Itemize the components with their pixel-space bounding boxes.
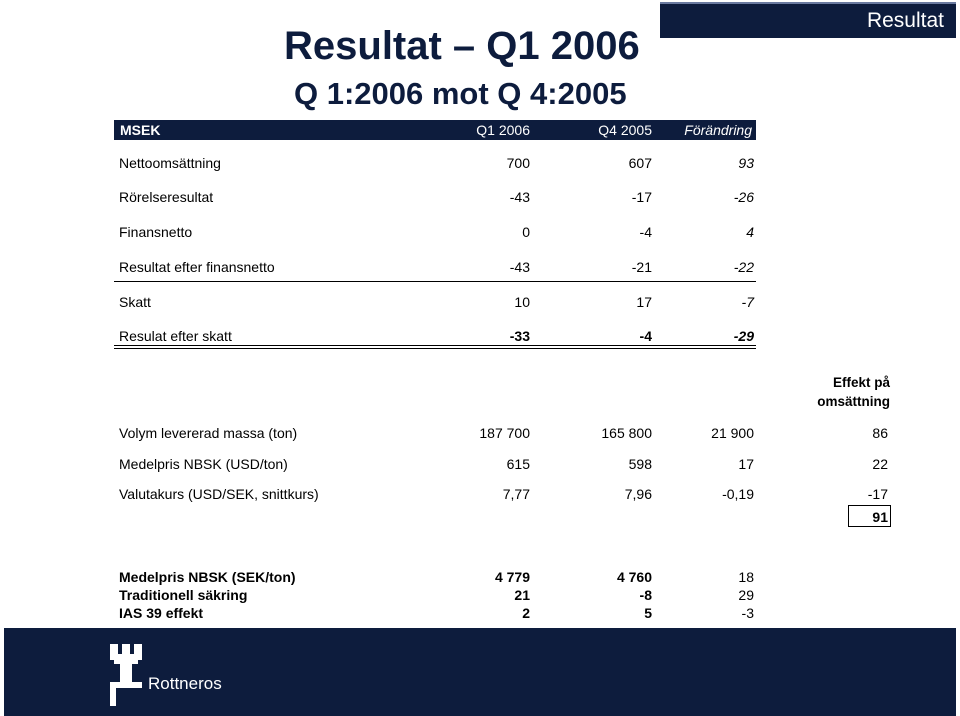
effect-row-q4: 165 800 (601, 425, 652, 441)
effect-header-line1: Effekt på (832, 375, 890, 390)
price-row-change: -3 (741, 605, 754, 621)
price-row-label: Traditionell säkring (119, 587, 248, 603)
effect-header-line2: omsättning (817, 394, 890, 409)
row-q1: 700 (506, 155, 530, 171)
section-tab-label: Resultat (866, 9, 944, 32)
effect-row-q4: 598 (628, 456, 652, 472)
price-row-q1: 2 (522, 605, 530, 621)
price-row-q4: 5 (644, 605, 652, 621)
row-change: -29 (733, 328, 754, 344)
header-label: MSEK (120, 122, 161, 138)
page-title: Resultat – Q1 2006 (284, 24, 640, 68)
effect-row-change: -0,19 (722, 486, 754, 502)
row-q4: -4 (639, 328, 652, 344)
row-q1: -43 (509, 189, 530, 205)
row-change: -22 (733, 259, 754, 275)
effect-row-effect: 86 (872, 425, 888, 441)
price-row-label: IAS 39 effekt (119, 605, 204, 621)
effect-row-q4: 7,96 (624, 486, 652, 502)
row-q4: -21 (631, 259, 652, 275)
price-row-q1: 21 (514, 587, 530, 603)
page-subtitle: Q 1:2006 mot Q 4:2005 (294, 76, 627, 111)
effect-row-change: 21 900 (711, 425, 754, 441)
row-change: 93 (738, 155, 754, 171)
effect-row-effect: -17 (867, 486, 888, 502)
effect-row-q1: 187 700 (479, 425, 530, 441)
effect-row-label: Medelpris NBSK (USD/ton) (119, 456, 288, 472)
row-q1: -43 (509, 259, 530, 275)
row-q4: -4 (639, 224, 652, 240)
effect-row-q1: 615 (506, 456, 530, 472)
effect-total: 91 (848, 505, 891, 527)
price-row-change: 29 (738, 587, 754, 603)
price-row-label: Medelpris NBSK (SEK/ton) (119, 569, 296, 585)
row-q1: -33 (509, 328, 530, 344)
header-change: Förändring (684, 122, 752, 138)
row-change: -26 (733, 189, 754, 205)
price-row-q1: 4 779 (494, 569, 530, 585)
effect-row-label: Valutakurs (USD/SEK, snittkurs) (119, 486, 319, 502)
double-rule-bottom (114, 348, 756, 349)
price-row-q4: -8 (639, 587, 652, 603)
effect-row-label: Volym levererad massa (ton) (119, 425, 298, 441)
row-q1: 0 (522, 224, 530, 240)
row-change: -7 (741, 294, 754, 310)
effect-header (790, 373, 890, 411)
double-rule-top (114, 345, 756, 346)
row-label: Rörelseresultat (119, 189, 214, 205)
table-header (114, 120, 756, 140)
footer-bar (4, 628, 956, 716)
row-q1: 10 (514, 294, 530, 310)
castle-tower-icon (108, 642, 144, 706)
header-q1: Q1 2006 (476, 122, 530, 138)
price-row-change: 18 (738, 569, 754, 585)
effect-row-effect: 22 (872, 456, 888, 472)
effect-row-change: 17 (738, 456, 754, 472)
row-q4: 607 (628, 155, 652, 171)
row-q4: -17 (631, 189, 652, 205)
row-divider (114, 281, 756, 282)
row-q4: 17 (636, 294, 652, 310)
row-label: Resultat efter finansnetto (119, 259, 275, 275)
effect-row-q1: 7,77 (502, 486, 530, 502)
row-label: Resulat efter skatt (119, 328, 232, 344)
row-label: Finansnetto (119, 224, 193, 240)
brand-name: Rottneros (148, 674, 222, 693)
section-tab (660, 2, 956, 38)
row-label: Nettoomsättning (119, 155, 221, 171)
price-row-q4: 4 760 (616, 569, 652, 585)
row-change: 4 (746, 224, 754, 240)
row-label: Skatt (119, 294, 151, 310)
header-q4: Q4 2005 (598, 122, 652, 138)
